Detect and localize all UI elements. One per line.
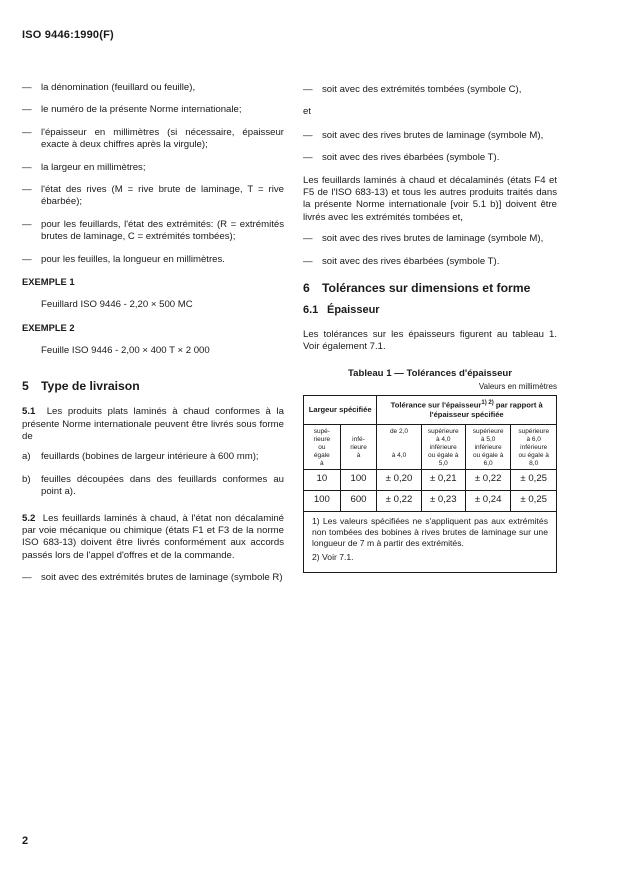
table-cell: ± 0,25 <box>511 490 557 511</box>
list-item: b) feuilles découpées dans des feuillards conformes au point a). <box>22 473 284 498</box>
table-notes <box>304 511 557 572</box>
conjunction-text: et <box>303 106 312 118</box>
table-cell: ± 0,22 <box>377 490 421 511</box>
list-item: — soit avec des rives brutes de laminage (symbole M), <box>303 233 544 245</box>
right-column <box>303 84 557 573</box>
table-cell: 600 <box>340 490 377 511</box>
paragraph-f4-f5: Les feuillards laminés à chaud et décalaminés (états F4 et F5 de l'ISO 683-13) et tous les autres produits traités dans la présente Norme internationale [voir 5.1 b)] doivent être livrés avec les extrémités tombées et, <box>303 174 557 223</box>
table-caption: Tableau 1 — Tolérances d'épaisseur <box>347 367 513 379</box>
table-cell: ± 0,21 <box>421 469 465 490</box>
table-cell: ± 0,24 <box>465 490 511 511</box>
header-tolerance: Tolérance sur l'épaisseur$^{1) 2)}$ par rapport à l'épaisseur spécifiée <box>377 395 557 424</box>
list-item: — le numéro de la présente Norme internationale; <box>22 104 242 116</box>
list-item: — soit avec des extrémités brutes de laminage (symbole R) <box>22 572 283 584</box>
table-cell: 100 <box>304 490 341 511</box>
paragraph-5-2: 5.2 Les feuillards laminés à chaud, à l'état non décalaminé par voie mécanique ou chimique (états F1 et F3 de la norme ISO 683-13) doivent être livrés conformément aux accords passés lors de l'appel d'offres et de la commande. <box>22 512 284 561</box>
table-row <box>304 469 557 490</box>
left-column <box>22 82 284 595</box>
table-unit: Valeurs en millimètres <box>478 382 557 392</box>
table-cell: 100 <box>340 469 377 490</box>
table-row <box>304 490 557 511</box>
subheader-thickness-range: supérieure à 4,0 inférieure ou égale à 5,0 <box>421 424 465 469</box>
page-number: 2 <box>22 835 29 847</box>
list-item: — pour les feuillards, l'état des extrémités: (R = extrémités brutes de laminage, C = extrémités tombées); <box>22 218 284 243</box>
table-cell: ± 0,23 <box>421 490 465 511</box>
example-1-heading: EXEMPLE 1 <box>22 276 75 288</box>
subheader-thickness-range: de 2,0 à 4,0 <box>377 424 421 469</box>
table-cell: ± 0,25 <box>511 469 557 490</box>
list-item: — soit avec des rives ébarbées (symbole T). <box>303 152 500 164</box>
list-item: — la dénomination (feuillard ou feuille), <box>22 82 196 93</box>
list-item: — l'épaisseur en millimètres (si nécessaire, épaisseur exacte à deux chiffres après la virgule); <box>22 126 284 151</box>
table-cell: ± 0,20 <box>377 469 421 490</box>
list-item: a) feuillards (bobines de largeur intérieure à 600 mm); <box>22 451 259 463</box>
subheader-width-max: infé- rieure à <box>340 424 377 469</box>
subheader-thickness-range: supérieure à 6,0 inférieure ou égale à 8,0 <box>511 424 557 469</box>
list-item: — pour les feuilles, la longueur en millimètres. <box>22 253 225 265</box>
footnote-1: 1) Les valeurs spécifiées ne s'appliquent pas aux extrémités non tombées des bobines à rives brutes de laminage sur une longueur de 7 m à partir des extrémités. <box>312 515 548 548</box>
header-width: Largeur spécifiée <box>304 395 377 424</box>
example-2-text: Feuille ISO 9446 - 2,00 × 400 T × 2 000 <box>41 345 210 357</box>
subheader-width-min: supé- rieure ou égale à <box>304 424 341 469</box>
example-1-text: Feuillard ISO 9446 - 2,20 × 500 MC <box>41 299 193 311</box>
list-item: — soit avec des rives ébarbées (symbole T). <box>303 255 500 267</box>
document-id: ISO 9446:1990(F) <box>22 29 114 41</box>
section-6-heading: 6 Tolérances sur dimensions et forme <box>303 281 531 296</box>
section-6-1-heading: 6.1 Épaisseur <box>303 304 380 317</box>
list-item: — la largeur en millimètres; <box>22 161 146 173</box>
paragraph-6-1: Les tolérances sur les épaisseurs figurent au tableau 1. Voir également 7.1. <box>303 328 557 353</box>
table-cell: 10 <box>304 469 341 490</box>
tolerance-table <box>303 395 557 573</box>
section-5-heading: 5 Type de livraison <box>22 378 140 393</box>
list-item: — soit avec des extrémités tombées (symbole C), <box>303 84 522 95</box>
footnote-2: 2) Voir 7.1. <box>312 551 354 562</box>
paragraph-5-1: 5.1 Les produits plats laminés à chaud conformes à la présente Norme internationale peuvent être livrés sous forme de <box>22 406 284 442</box>
example-2-heading: EXEMPLE 2 <box>22 321 75 333</box>
list-item: — soit avec des rives brutes de laminage (symbole M), <box>303 129 544 141</box>
table-cell: ± 0,22 <box>465 469 511 490</box>
subheader-thickness-range: supérieure à 5,0 inférieure ou égale à 6,0 <box>465 424 511 469</box>
list-item: — l'état des rives (M = rive brute de laminage, T = rive ébarbée); <box>22 184 284 208</box>
